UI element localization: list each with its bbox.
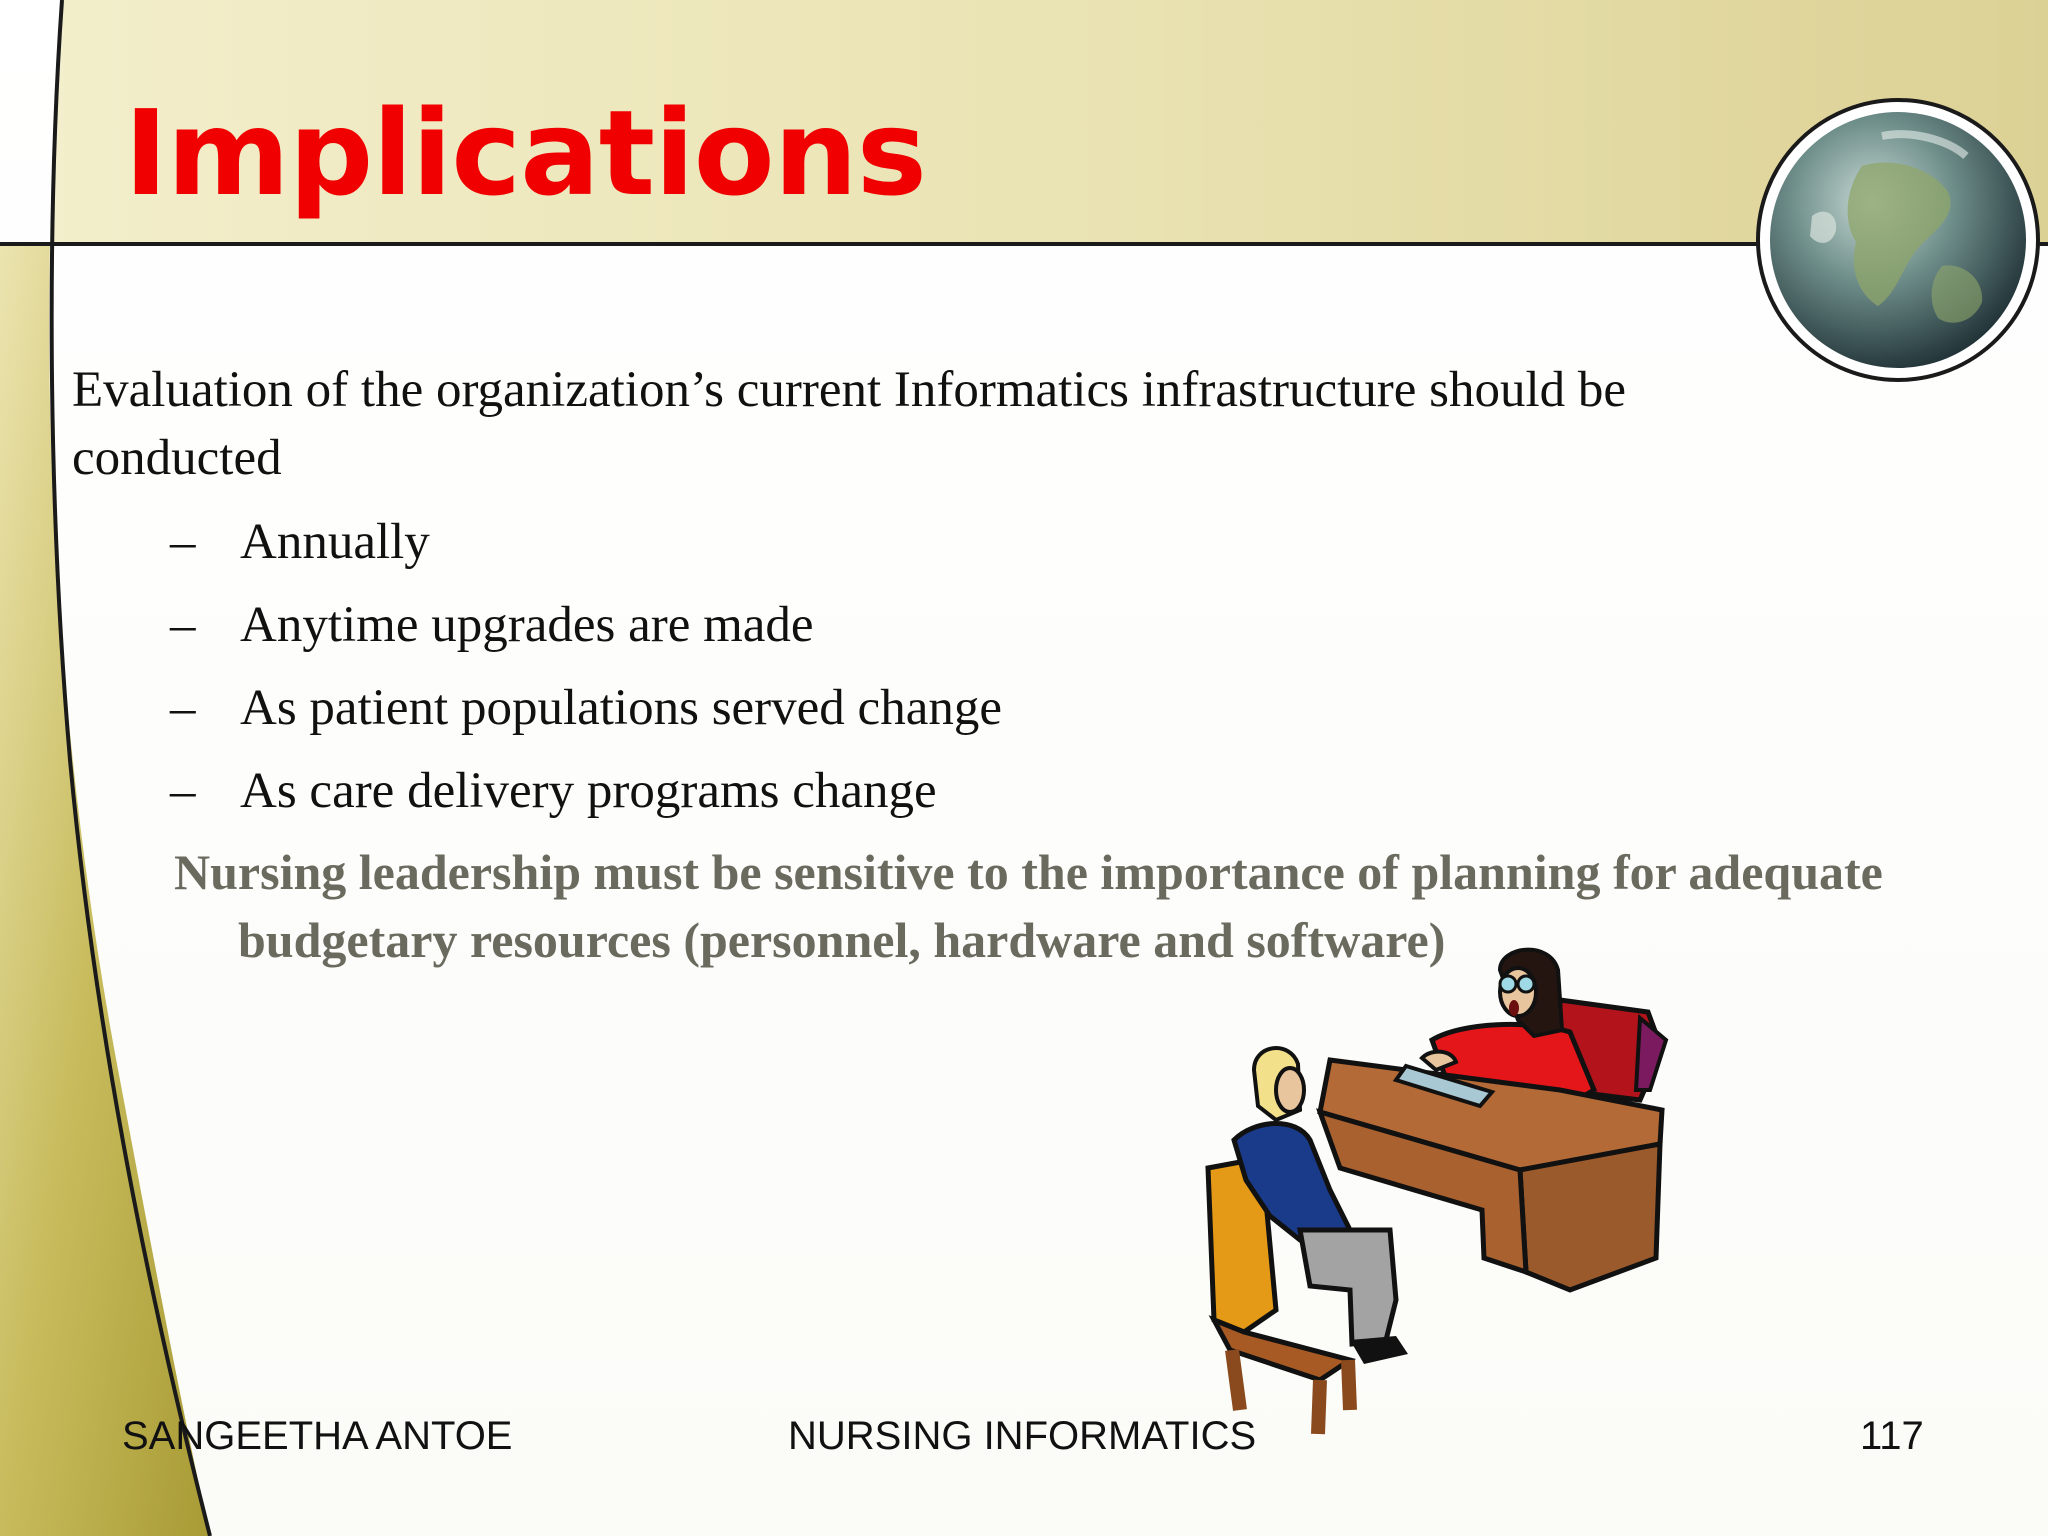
bullet-dash: – xyxy=(170,514,196,570)
footer-author: SANGEETHA ANTOE xyxy=(122,1414,513,1458)
bullet-dash: – xyxy=(170,763,196,819)
globe-icon xyxy=(1752,96,2042,386)
bullet-dash: – xyxy=(170,680,196,736)
list-item xyxy=(170,591,1002,674)
bullet-list xyxy=(170,508,1002,840)
list-item xyxy=(170,508,1002,591)
intro-text: Evaluation of the organization’s current Informatics infrastructure should be conducted xyxy=(72,362,1627,486)
bullet-text: As care delivery programs change xyxy=(240,763,937,819)
leadership-note: Nursing leadership must be sensitive to the importance of planning for adequate budgetary resources (personnel, hardware and software) xyxy=(174,844,1883,968)
bullet-text: Annually xyxy=(240,514,430,570)
bullet-text: Anytime upgrades are made xyxy=(240,597,814,653)
slide-title: Implications xyxy=(124,84,926,222)
interview-clipart xyxy=(1200,940,1700,1440)
list-item xyxy=(170,757,1002,840)
footer-course: NURSING INFORMATICS xyxy=(788,1414,1257,1458)
bullet-dash: – xyxy=(170,597,196,653)
bullet-text: As patient populations served change xyxy=(240,680,1002,736)
page-number: 117 xyxy=(1860,1414,1924,1458)
list-item xyxy=(170,674,1002,757)
